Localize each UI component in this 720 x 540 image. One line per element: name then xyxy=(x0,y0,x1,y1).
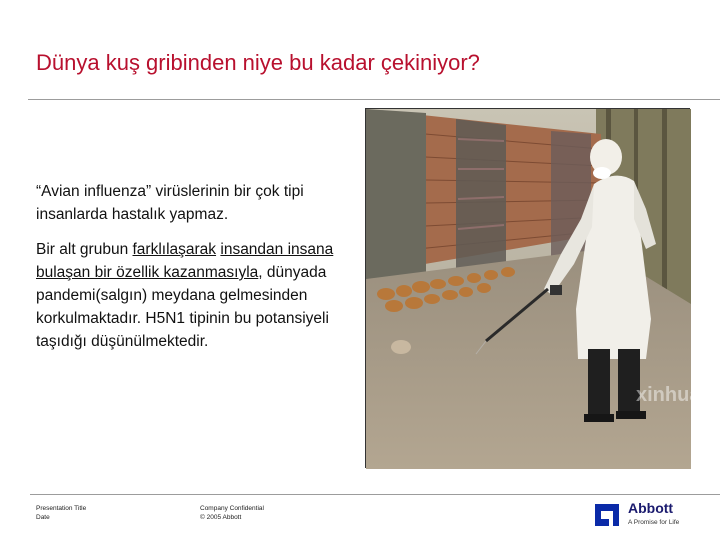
paragraph-2-text-3: , dünyada pandemi(salgın) meydana gelmesinden korkulmaktadır. H5N1 tipinin bu potansiyeli taşıdığı düşünülmektedir. xyxy=(36,264,329,350)
paragraph-2-underline-1: farklılaşarak xyxy=(132,241,217,258)
footer-confidential: Company Confidential xyxy=(200,505,264,512)
footer-center xyxy=(200,504,264,522)
abbott-logo-wordmark: Abbott xyxy=(628,500,674,516)
spraying-worker-photo xyxy=(365,108,701,468)
footer-presentation-title: Presentation Title xyxy=(36,505,87,512)
paragraph-2-underline-2: insandan insana bulaşan bir özellik kazanmasıyla xyxy=(36,241,334,281)
photo-watermark: xinhua xyxy=(636,384,701,406)
paragraph-1: “Avian influenza” virüslerinin bir çok tipi insanlarda hastalık yapmaz. xyxy=(36,183,304,223)
slide-title: Dünya kuş gribinden niye bu kadar çekiniyor? xyxy=(36,50,480,75)
photo-illustration xyxy=(366,109,701,469)
paragraph-2 xyxy=(36,238,358,353)
abbott-logo-tagline: A Promise for Life xyxy=(628,519,680,526)
footer-divider xyxy=(30,494,720,495)
abbott-logo-icon xyxy=(592,502,622,528)
footer-copyright: © 2005 Abbott xyxy=(200,514,242,521)
footer-left xyxy=(36,504,86,522)
title-divider xyxy=(28,99,720,100)
paragraph-2-text-1: Bir alt grubun xyxy=(36,241,133,258)
footer-date: Date xyxy=(36,514,50,521)
